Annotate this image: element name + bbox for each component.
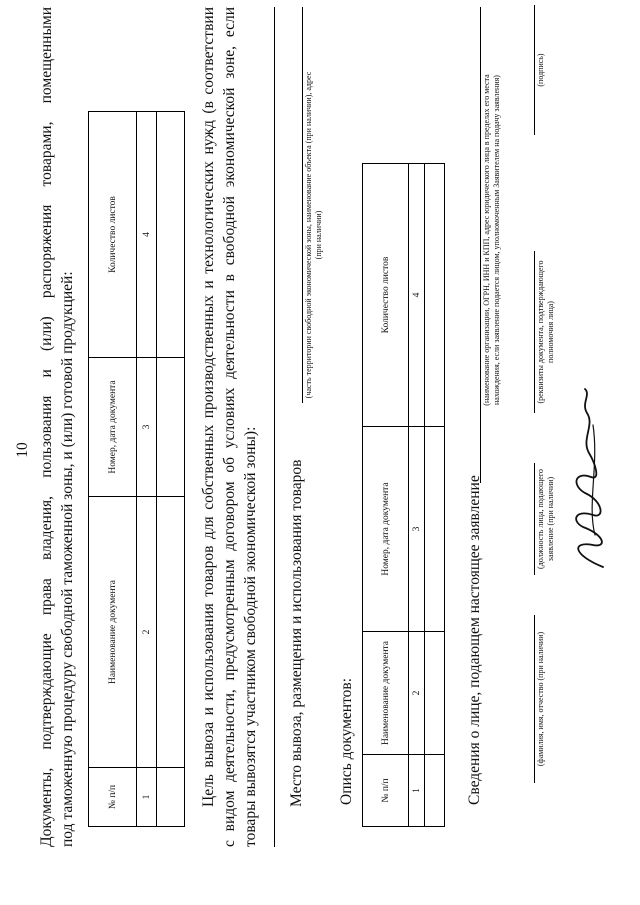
signature-caption: (подпись) xyxy=(536,53,545,87)
applicant-answer-line xyxy=(480,7,481,483)
page-number: 10 xyxy=(14,442,31,458)
col-number-header: № п/п xyxy=(89,768,137,827)
table-cell xyxy=(425,632,445,755)
inventory-title: Опись документов: xyxy=(338,677,355,805)
requisites-line xyxy=(534,251,535,413)
fio-caption: (фамилия, имя, отчество (при наличии) xyxy=(536,631,545,767)
col-name-index: 2 xyxy=(409,632,425,755)
col-date-index: 3 xyxy=(409,427,425,632)
purpose-line1: Цель вывоза и использования товаров для собственных производственных и технологических нужд (в соответствии xyxy=(200,7,217,807)
documents-rights-table xyxy=(88,111,185,827)
applicant-title: Сведения о лице, подающем настоящее заявление xyxy=(466,475,483,805)
col-name-header: Наименование документа xyxy=(363,632,409,755)
table-cell xyxy=(425,164,445,427)
table-cell xyxy=(157,358,185,497)
col-sheets-index: 4 xyxy=(409,164,425,427)
table-cell xyxy=(157,112,185,358)
col-sheets-header: Количество листов xyxy=(363,164,409,427)
place-caption-line1: (часть территории свободной экономической зоны, наименование объекта (при наличии), адрес xyxy=(304,71,313,399)
col-sheets-index: 4 xyxy=(137,112,157,358)
col-number-header: № п/п xyxy=(363,755,409,827)
col-date-header: Номер, дата документа xyxy=(89,358,137,497)
table-cell xyxy=(425,755,445,827)
col-name-index: 2 xyxy=(137,497,157,768)
purpose-answer-line xyxy=(274,7,275,847)
requisites-caption: (реквизиты документа, подтверждающего полномочия лица) xyxy=(536,260,555,404)
col-name-header: Наименование документа xyxy=(89,497,137,768)
place-title: Место вывоза, размещения и использования товаров xyxy=(288,459,305,807)
section1-title-line1: Документы, подтверждающие права владения, пользования и (или) распоряжения товарами, помещенными xyxy=(38,7,55,847)
handwritten-signature xyxy=(565,385,615,575)
place-caption-line2: (при наличии) xyxy=(314,210,323,260)
col-date-header: Номер, дата документа xyxy=(363,427,409,632)
position-caption: (должность лица, подающего заявление (при наличии) xyxy=(536,469,555,569)
col-sheets-header: Количество листов xyxy=(89,112,137,358)
col-number-index: 1 xyxy=(409,755,425,827)
table-cell xyxy=(157,768,185,827)
purpose-line2: с видом деятельности, предусмотренным договором об условиях деятельности в свободной экономической зоне, если xyxy=(221,7,238,847)
applicant-caption-line2: нахождения, если заявление подается лицом, уполномоченным Заявителем на подачу заявления) xyxy=(492,75,501,405)
fio-line xyxy=(534,615,535,783)
inventory-table xyxy=(362,163,445,827)
col-date-index: 3 xyxy=(137,358,157,497)
position-line xyxy=(534,463,535,575)
signature-line xyxy=(534,5,535,135)
place-answer-line xyxy=(302,7,303,403)
table-cell xyxy=(157,497,185,768)
purpose-line3: товары вывозятся участником свободной экономической зоны): xyxy=(242,426,259,847)
table-cell xyxy=(425,427,445,632)
applicant-caption-line1: (наименование организации, ОГРН, ИНН и КПП, адрес юридического лица в пределах его места xyxy=(482,74,491,406)
section1-title-line2: под таможенную процедуру свободной таможенной зоны, и (или) готовой продукцией: xyxy=(59,271,76,847)
col-number-index: 1 xyxy=(137,768,157,827)
